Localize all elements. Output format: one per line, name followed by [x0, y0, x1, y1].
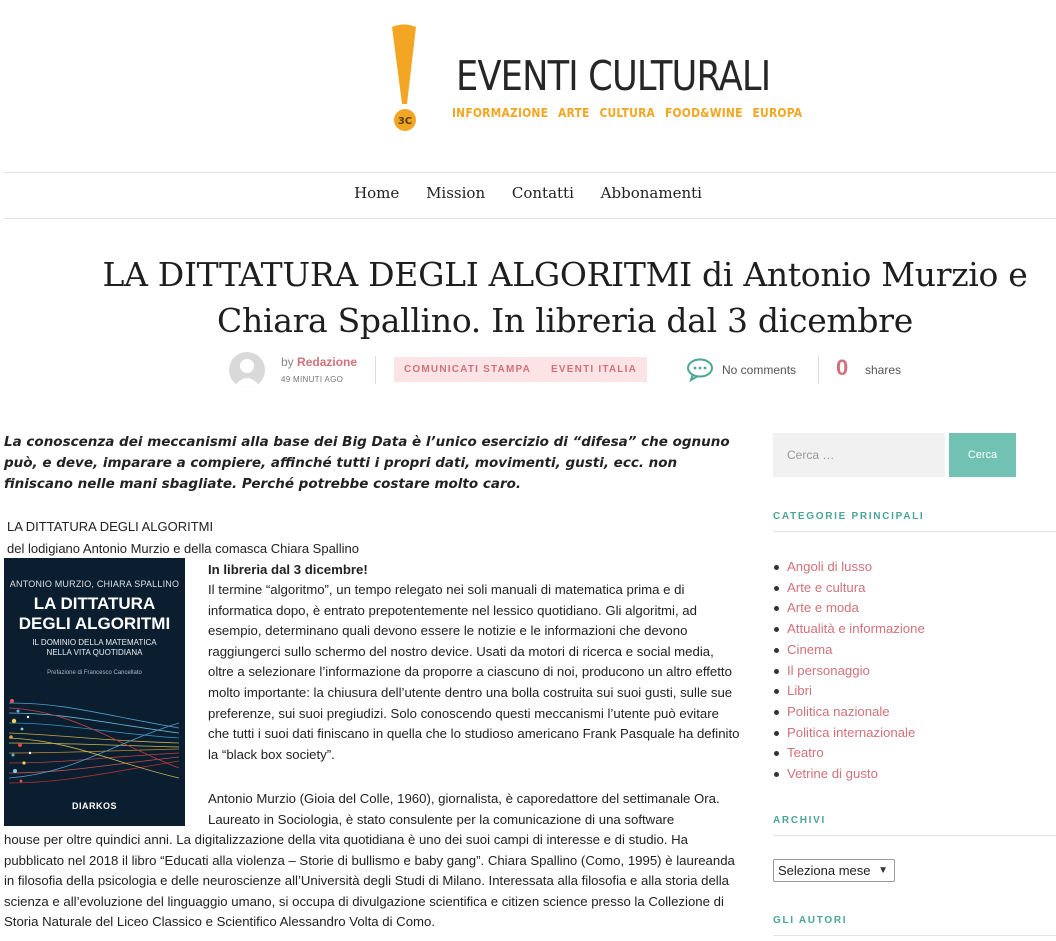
header-divider [4, 172, 1056, 173]
book-subtitle [4, 638, 185, 658]
book-publisher: DIARKOS [71, 801, 117, 811]
main-nav [0, 184, 1056, 202]
article-lead: La conoscenza dei meccanismi alla base dei Big Data è l’unico esercizio di “difesa” che ognuno può, e deve, imparare a compiere, affinché tutti i propri dati, movimenti, gusti, ecc. non finiscano nelle mani sbagliate. Perché potrebbe costare molto caro. [4, 434, 730, 492]
byline-prefix: by [281, 355, 294, 369]
archives-select-value: Seleziona mese [778, 863, 871, 878]
logo-mark-text: 3C [397, 116, 413, 127]
category-link[interactable]: Vetrine di gusto [773, 764, 925, 785]
nav-item-contatti[interactable]: Contatti [511, 184, 574, 202]
category-link[interactable]: Arte e cultura [773, 578, 925, 599]
authors-widget-title: GLI AUTORI [773, 915, 848, 926]
category-link[interactable]: Politica nazionale [773, 702, 925, 723]
article-paragraph-1: Il termine “algoritmo”, un tempo relegato nei soli manuali di matematica prima e di informatica dopo, è entrato prepotentemente nel lessico quotidiano. Gli algoritmi, ad esempio, determinano quali devono essere le notizie e le informazioni che devono raggiungerci sullo schermo del nostro device. Usati da motori di ricerca e social media, oltre a selezionare l’informazione da proporre a ciascuno di noi, producono un altro effetto molto importante: la chiusura dell’utente dentro una bolla costruita sui suoi gusti, sulle sue preferenze, sui suoi pregiudizi. Solo conoscendo questi meccanismi l’utente può evitare che tutti i suoi dati finiscano in quella che lo studioso americano Frank Pasquale ha definito la “black box society”. [208, 582, 740, 762]
article-line-title: LA DITTATURA DEGLI ALGORITMI [7, 519, 214, 534]
site-title: EVENTI CULTURALI [456, 52, 771, 100]
post-title: LA DITTATURA DEGLI ALGORITMI di Antonio Murzio e Chiara Spallino. In libreria dal 3 dicembre [102, 255, 1028, 340]
book-subtitle-line1: IL DOMINIO DELLA MATEMATICA [32, 638, 157, 647]
category-link[interactable]: Arte e moda [773, 598, 925, 619]
post-time: 49 MINUTI AGO [281, 375, 344, 384]
site-subtitle: INFORMAZIONE ARTE CULTURA FOOD&WINE EUROPA [452, 105, 803, 120]
user-silhouette-icon [229, 352, 265, 388]
release-highlight: In libreria dal 3 dicembre! [208, 562, 368, 577]
book-subtitle-line2: NELLA VITA QUOTIDIANA [46, 648, 143, 657]
shares-label: shares [865, 363, 902, 377]
article-line-authors: del lodigiano Antonio Murzio e della comasca Chiara Spallino [7, 541, 359, 556]
categories-widget-title: CATEGORIE PRINCIPALI [773, 511, 925, 522]
book-title-line2: DEGLI ALGORITMI [18, 614, 171, 633]
category-link[interactable]: Angoli di lusso [773, 557, 925, 578]
category-comunicati-stampa[interactable]: COMUNICATI STAMPA [404, 364, 532, 375]
meta-divider [375, 356, 376, 384]
nav-item-mission[interactable]: Mission [426, 184, 486, 202]
archives-select[interactable] [773, 859, 895, 882]
category-badges [394, 357, 647, 382]
shares-count: 0 [836, 355, 849, 380]
nav-divider [4, 218, 1056, 219]
comment-bubble-icon[interactable] [686, 358, 714, 382]
widget-divider [773, 835, 1056, 836]
widget-divider [773, 531, 1056, 532]
category-link[interactable]: Teatro [773, 743, 925, 764]
category-link[interactable]: Politica internazionale [773, 723, 925, 744]
category-link[interactable]: Il personaggio [773, 661, 925, 682]
book-cover-image [4, 558, 185, 826]
post-meta [0, 350, 1056, 390]
category-eventi-italia[interactable]: EVENTI ITALIA [551, 364, 638, 375]
article-paragraph-2: house per oltre quindici anni. La digitalizzazione della vita quotidiana è uno dei suoi campi di interesse e di studio. Ha pubblicato nel 2018 il libro “Educati alla violenza – Storie di bullismo e baby gang”. Chiara Spallino (Como, 1995) è laureanda in filosofia della psicologia e delle neuroscienze all’Università degli Studi di Milano. Interessata alla filosofia e alla storia della scienza e all’evoluzione del linguaggio umano, si occupa di divulgazione scientifica e citizen science presso la Collezione di Storia Naturale del Liceo Classico e Scientifico Alessandro Volta di Como. [4, 832, 735, 930]
author-avatar[interactable] [229, 352, 265, 388]
chevron-down-icon: ▼ [878, 865, 888, 876]
widget-divider [773, 935, 1056, 936]
category-link[interactable]: Libri [773, 681, 925, 702]
author-link[interactable]: Redazione [297, 355, 358, 369]
site-logo[interactable] [390, 22, 803, 137]
byline [281, 355, 357, 369]
nav-item-abbonamenti[interactable]: Abbonamenti [600, 184, 702, 202]
categories-list [773, 557, 925, 785]
category-link[interactable]: Cinema [773, 640, 925, 661]
article-paragraph-2-wrap: Antonio Murzio (Gioia del Colle, 1960), giornalista, è caporedattore del settimanale Ora. Laureato in Sociologia, è stato consulente per la comunicazione di una software [208, 791, 720, 827]
comments-link[interactable]: No comments [722, 363, 797, 377]
exclamation-logo-icon [390, 22, 440, 137]
meta-divider [818, 356, 819, 384]
search-button[interactable]: Cerca [949, 433, 1016, 477]
book-authors: ANTONIO MURZIO, CHIARA SPALLINO [9, 579, 180, 589]
category-link[interactable]: Attualità e informazione [773, 619, 925, 640]
nav-item-home[interactable]: Home [354, 184, 400, 202]
book-title-line1: LA DITTATURA [33, 594, 156, 613]
archives-widget-title: ARCHIVI [773, 815, 827, 826]
book-preface: Prefazione di Francesco Cancellato [47, 670, 142, 676]
search-input[interactable]: Cerca … [773, 433, 945, 477]
data-streams-illustration [4, 683, 185, 795]
